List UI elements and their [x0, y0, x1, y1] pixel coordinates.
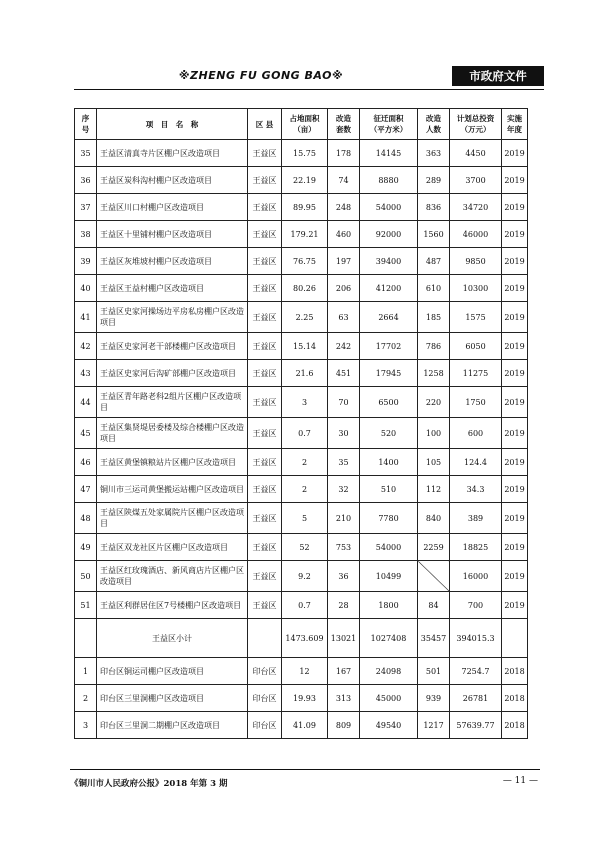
column-header-text: 项 目 名 称 [145, 119, 199, 129]
relocation-area-cell: 54000 [360, 194, 418, 221]
relocation-area-cell: 14145 [360, 140, 418, 167]
district-cell: 王益区 [248, 534, 282, 561]
project-name-cell: 王益区陕煤五处家属院片区棚户区改造项目 [97, 503, 248, 534]
table-body [75, 140, 528, 739]
row-number-cell: 47 [75, 476, 97, 503]
row-number-cell: 1 [75, 658, 97, 685]
table-row [75, 534, 528, 561]
year-cell: 2019 [502, 561, 528, 592]
district-cell: 印台区 [248, 712, 282, 739]
row-number-cell: 39 [75, 248, 97, 275]
units-cell: 809 [328, 712, 360, 739]
investment-cell: 16000 [450, 561, 502, 592]
column-header-text: 征迁面积 [373, 114, 404, 123]
subtotal-empty-cell [248, 619, 282, 658]
project-table [74, 108, 528, 739]
column-header-text: 计划总投资 [456, 114, 495, 123]
land-area-cell: 89.95 [282, 194, 328, 221]
column-header [502, 109, 528, 140]
district-cell: 王益区 [248, 476, 282, 503]
year-cell: 2019 [502, 167, 528, 194]
footer-publication: 《铜川市人民政府公报》2018 年第 3 期 [70, 779, 228, 789]
units-cell: 30 [328, 418, 360, 449]
row-number-cell: 48 [75, 503, 97, 534]
investment-cell: 7254.7 [450, 658, 502, 685]
header-section-tag: 市政府文件 [452, 66, 544, 86]
column-header [75, 109, 97, 140]
table-row [75, 561, 528, 592]
column-header [360, 109, 418, 140]
investment-cell: 11275 [450, 360, 502, 387]
district-cell: 王益区 [248, 592, 282, 619]
table-row [75, 221, 528, 248]
subtotal-empty-cell [75, 619, 97, 658]
units-cell: 178 [328, 140, 360, 167]
footer-divider [70, 769, 540, 770]
investment-cell: 4450 [450, 140, 502, 167]
land-area-cell: 2 [282, 449, 328, 476]
project-name-cell: 王益区王益村棚户区改造项目 [97, 275, 248, 302]
table-row [75, 503, 528, 534]
land-area-cell: 80.26 [282, 275, 328, 302]
units-cell: 313 [328, 685, 360, 712]
relocation-area-cell: 92000 [360, 221, 418, 248]
residents-cell [418, 561, 450, 592]
relocation-area-cell: 7780 [360, 503, 418, 534]
investment-cell: 6050 [450, 333, 502, 360]
year-cell: 2019 [502, 592, 528, 619]
district-cell: 印台区 [248, 658, 282, 685]
project-name-cell: 铜川市三运司黄堡搬运站棚户区改造项目 [97, 476, 248, 503]
relocation-area-cell: 510 [360, 476, 418, 503]
investment-cell: 34.3 [450, 476, 502, 503]
district-cell: 王益区 [248, 418, 282, 449]
investment-cell: 3700 [450, 167, 502, 194]
residents-cell: 1258 [418, 360, 450, 387]
relocation-area-cell: 1800 [360, 592, 418, 619]
residents-cell: 2259 [418, 534, 450, 561]
table-row [75, 167, 528, 194]
column-header [248, 109, 282, 140]
relocation-area-cell: 10499 [360, 561, 418, 592]
investment-cell: 10300 [450, 275, 502, 302]
units-cell: 451 [328, 360, 360, 387]
project-name-cell: 王益区红玫瑰酒店、新风商店片区棚户区改造项目 [97, 561, 248, 592]
header-divider [74, 89, 544, 90]
units-cell: 28 [328, 592, 360, 619]
residents-cell: 84 [418, 592, 450, 619]
row-number-cell: 41 [75, 302, 97, 333]
year-cell: 2019 [502, 194, 528, 221]
row-number-cell: 3 [75, 712, 97, 739]
project-name-cell: 王益区史家河操场边平房私房棚户区改造项目 [97, 302, 248, 333]
residents-cell: 363 [418, 140, 450, 167]
table-row [75, 418, 528, 449]
page-number: — 11 — [502, 776, 538, 786]
district-cell: 王益区 [248, 167, 282, 194]
residents-cell: 840 [418, 503, 450, 534]
subtotal-relocation-cell: 1027408 [360, 619, 418, 658]
column-header [418, 109, 450, 140]
table-row [75, 449, 528, 476]
column-header-text: （万元） [460, 125, 491, 134]
project-name-cell: 王益区清真寺片区棚户区改造项目 [97, 140, 248, 167]
page-header [74, 66, 544, 86]
investment-cell: 9850 [450, 248, 502, 275]
district-cell: 王益区 [248, 275, 282, 302]
units-cell: 36 [328, 561, 360, 592]
column-header-text: 套数 [336, 125, 351, 134]
column-header [328, 109, 360, 140]
district-cell: 王益区 [248, 248, 282, 275]
residents-cell: 105 [418, 449, 450, 476]
land-area-cell: 21.6 [282, 360, 328, 387]
project-name-cell: 王益区黄堡镇粮站片区棚户区改造项目 [97, 449, 248, 476]
subtotal-sets-cell: 13021 [328, 619, 360, 658]
year-cell: 2019 [502, 221, 528, 248]
land-area-cell: 0.7 [282, 592, 328, 619]
project-name-cell: 王益区利群居住区7号楼棚户区改造项目 [97, 592, 248, 619]
land-area-cell: 9.2 [282, 561, 328, 592]
year-cell: 2019 [502, 360, 528, 387]
units-cell: 63 [328, 302, 360, 333]
land-area-cell: 52 [282, 534, 328, 561]
row-number-cell: 49 [75, 534, 97, 561]
table-row [75, 658, 528, 685]
column-header [282, 109, 328, 140]
land-area-cell: 22.19 [282, 167, 328, 194]
column-header-text: （平方米） [369, 125, 408, 134]
year-cell: 2019 [502, 503, 528, 534]
row-number-cell: 40 [75, 275, 97, 302]
residents-cell: 100 [418, 418, 450, 449]
project-name-cell: 王益区双龙社区片区棚户区改造项目 [97, 534, 248, 561]
table-row [75, 333, 528, 360]
land-area-cell: 179.21 [282, 221, 328, 248]
column-header-text: 序 [81, 114, 90, 123]
subtotal-people-cell: 35457 [418, 619, 450, 658]
units-cell: 753 [328, 534, 360, 561]
land-area-cell: 5 [282, 503, 328, 534]
year-cell: 2019 [502, 302, 528, 333]
relocation-area-cell: 8880 [360, 167, 418, 194]
project-name-cell: 王益区史家河老干部楼棚户区改造项目 [97, 333, 248, 360]
relocation-area-cell: 1400 [360, 449, 418, 476]
investment-cell: 1750 [450, 387, 502, 418]
project-name-cell: 王益区集贤堤居委楼及综合楼棚户区改造项目 [97, 418, 248, 449]
row-number-cell: 51 [75, 592, 97, 619]
relocation-area-cell: 24098 [360, 658, 418, 685]
relocation-area-cell: 49540 [360, 712, 418, 739]
land-area-cell: 12 [282, 658, 328, 685]
land-area-cell: 2.25 [282, 302, 328, 333]
district-cell: 王益区 [248, 561, 282, 592]
land-area-cell: 15.75 [282, 140, 328, 167]
table-header-row [75, 109, 528, 140]
district-cell: 王益区 [248, 221, 282, 248]
land-area-cell: 41.09 [282, 712, 328, 739]
residents-cell: 112 [418, 476, 450, 503]
residents-cell: 289 [418, 167, 450, 194]
project-name-cell: 王益区史家河后沟矿部棚户区改造项目 [97, 360, 248, 387]
column-header [450, 109, 502, 140]
row-number-cell: 38 [75, 221, 97, 248]
row-number-cell: 36 [75, 167, 97, 194]
residents-cell: 185 [418, 302, 450, 333]
year-cell: 2018 [502, 658, 528, 685]
units-cell: 167 [328, 658, 360, 685]
relocation-area-cell: 45000 [360, 685, 418, 712]
district-cell: 王益区 [248, 333, 282, 360]
row-number-cell: 46 [75, 449, 97, 476]
residents-cell: 501 [418, 658, 450, 685]
land-area-cell: 3 [282, 387, 328, 418]
row-number-cell: 35 [75, 140, 97, 167]
row-number-cell: 2 [75, 685, 97, 712]
residents-cell: 610 [418, 275, 450, 302]
relocation-area-cell: 39400 [360, 248, 418, 275]
district-cell: 王益区 [248, 194, 282, 221]
relocation-area-cell: 41200 [360, 275, 418, 302]
district-cell: 印台区 [248, 685, 282, 712]
year-cell: 2019 [502, 248, 528, 275]
table-row [75, 140, 528, 167]
land-area-cell: 15.14 [282, 333, 328, 360]
units-cell: 35 [328, 449, 360, 476]
relocation-area-cell: 54000 [360, 534, 418, 561]
header-title: ※ZHENG FU GONG BAO※ [178, 69, 344, 82]
units-cell: 248 [328, 194, 360, 221]
subtotal-label: 王益区小计 [97, 619, 248, 658]
year-cell: 2019 [502, 418, 528, 449]
subtotal-area-cell: 1473.609 [282, 619, 328, 658]
relocation-area-cell: 17702 [360, 333, 418, 360]
row-number-cell: 50 [75, 561, 97, 592]
residents-cell: 786 [418, 333, 450, 360]
residents-cell: 939 [418, 685, 450, 712]
table-row [75, 275, 528, 302]
investment-cell: 34720 [450, 194, 502, 221]
project-name-cell: 印台区三里洞二期棚户区改造项目 [97, 712, 248, 739]
table-row [75, 194, 528, 221]
year-cell: 2018 [502, 712, 528, 739]
column-header-text: （亩） [293, 125, 316, 134]
table-row [75, 248, 528, 275]
investment-cell: 46000 [450, 221, 502, 248]
project-name-cell: 王益区青年路老科2组片区棚户区改造项目 [97, 387, 248, 418]
project-name-cell: 印台区三里洞棚户区改造项目 [97, 685, 248, 712]
row-number-cell: 45 [75, 418, 97, 449]
land-area-cell: 2 [282, 476, 328, 503]
year-cell: 2019 [502, 387, 528, 418]
units-cell: 74 [328, 167, 360, 194]
units-cell: 460 [328, 221, 360, 248]
column-header-text: 改造 [426, 114, 441, 123]
project-name-cell: 王益区灰堆坡村棚户区改造项目 [97, 248, 248, 275]
column-header-text: 区 县 [255, 119, 274, 129]
year-cell: 2019 [502, 534, 528, 561]
table-row [75, 592, 528, 619]
investment-cell: 1575 [450, 302, 502, 333]
year-cell: 2018 [502, 685, 528, 712]
land-area-cell: 76.75 [282, 248, 328, 275]
investment-cell: 26781 [450, 685, 502, 712]
investment-cell: 389 [450, 503, 502, 534]
table-row [75, 387, 528, 418]
district-cell: 王益区 [248, 387, 282, 418]
units-cell: 197 [328, 248, 360, 275]
project-name-cell: 王益区炭科沟村棚户区改造项目 [97, 167, 248, 194]
investment-cell: 57639.77 [450, 712, 502, 739]
column-header-text: 改造 [336, 114, 351, 123]
subtotal-empty-cell [502, 619, 528, 658]
district-cell: 王益区 [248, 449, 282, 476]
district-cell: 王益区 [248, 140, 282, 167]
residents-cell: 836 [418, 194, 450, 221]
year-cell: 2019 [502, 140, 528, 167]
table-row [75, 476, 528, 503]
column-header [97, 109, 248, 140]
district-cell: 王益区 [248, 360, 282, 387]
residents-cell: 487 [418, 248, 450, 275]
column-header-text: 年度 [507, 125, 522, 134]
table-row [75, 360, 528, 387]
column-header-text: 号 [81, 125, 90, 134]
subtotal-row [75, 619, 528, 658]
table-row [75, 302, 528, 333]
year-cell: 2019 [502, 476, 528, 503]
project-name-cell: 王益区十里铺村棚户区改造项目 [97, 221, 248, 248]
row-number-cell: 43 [75, 360, 97, 387]
district-cell: 王益区 [248, 302, 282, 333]
column-header-text: 占地面积 [289, 114, 320, 123]
investment-cell: 700 [450, 592, 502, 619]
residents-cell: 220 [418, 387, 450, 418]
year-cell: 2019 [502, 275, 528, 302]
units-cell: 206 [328, 275, 360, 302]
land-area-cell: 19.93 [282, 685, 328, 712]
units-cell: 210 [328, 503, 360, 534]
project-name-cell: 印台区铜运司棚户区改造项目 [97, 658, 248, 685]
units-cell: 70 [328, 387, 360, 418]
row-number-cell: 44 [75, 387, 97, 418]
relocation-area-cell: 520 [360, 418, 418, 449]
table-row [75, 712, 528, 739]
year-cell: 2019 [502, 449, 528, 476]
land-area-cell: 0.7 [282, 418, 328, 449]
row-number-cell: 37 [75, 194, 97, 221]
residents-cell: 1560 [418, 221, 450, 248]
residents-cell: 1217 [418, 712, 450, 739]
district-cell: 王益区 [248, 503, 282, 534]
subtotal-investment-cell: 394015.3 [450, 619, 502, 658]
investment-cell: 600 [450, 418, 502, 449]
column-header-text: 实施 [507, 114, 522, 123]
relocation-area-cell: 17945 [360, 360, 418, 387]
investment-cell: 18825 [450, 534, 502, 561]
column-header-text: 人数 [426, 125, 441, 134]
investment-cell: 124.4 [450, 449, 502, 476]
row-number-cell: 42 [75, 333, 97, 360]
relocation-area-cell: 6500 [360, 387, 418, 418]
table-row [75, 685, 528, 712]
relocation-area-cell: 2664 [360, 302, 418, 333]
units-cell: 242 [328, 333, 360, 360]
units-cell: 32 [328, 476, 360, 503]
year-cell: 2019 [502, 333, 528, 360]
project-name-cell: 王益区川口村棚户区改造项目 [97, 194, 248, 221]
